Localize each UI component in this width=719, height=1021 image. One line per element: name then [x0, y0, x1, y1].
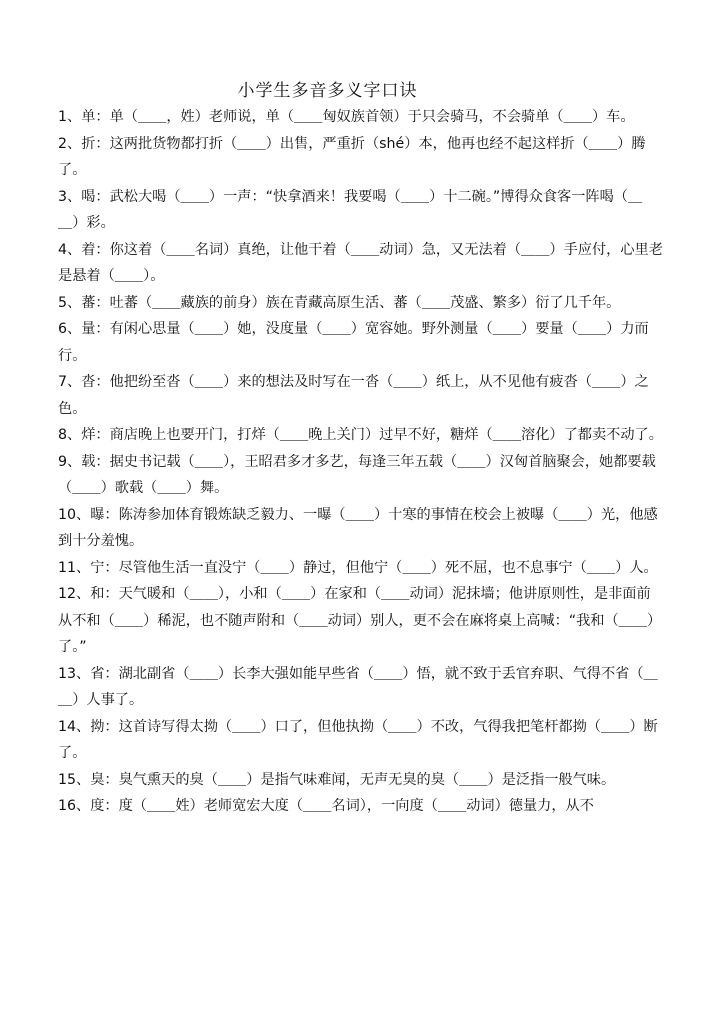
document-body	[58, 104, 663, 820]
item-9: 9、载：据史书记载（＿＿），王昭君多才多艺，每逢三年五载（＿＿）汉匈首脑聚会，她都要载（＿＿）歌载（＿＿）舞。	[58, 453, 656, 496]
item-15: 15、臭：臭气熏天的臭（＿＿）是指气味难闻，无声无臭的臭（＿＿）是泛指一般气味。	[58, 771, 616, 788]
item-11: 11、宁：尽管他生活一直没宁（＿＿）静过，但他宁（＿＿）死不屈，也不息事宁（＿＿）人。	[58, 559, 658, 576]
item-14: 14、拗：这首诗写得太拗（＿＿）口了，但他执拗（＿＿）不改，气得我把笔杆都拗（＿＿）断了。	[58, 718, 658, 761]
item-6: 6、量：有闲心思量（＿＿）她，没度量（＿＿）宽容她。野外测量（＿＿）要量（＿＿）力而行。	[58, 321, 649, 364]
item-5: 5、蕃：吐蕃（＿＿藏族的前身）族在青藏高原生活、蕃（＿＿茂盛、繁多）衍了几千年。	[58, 294, 621, 311]
item-12: 12、和：天气暖和（＿＿），小和（＿＿）在家和（＿＿动词）泥抹墙；他讲原则性，是非面前从不和（＿＿）稀泥，也不随声附和（＿＿动词）别人，更不会在麻将桌上高喊：“我和（＿＿）了。”	[58, 586, 662, 655]
document-title-text: 小学生多音多义字口诀	[237, 81, 418, 101]
item-8: 8、烊：商店晚上也要开门，打烊（＿＿晚上关门）过早不好，糖烊（＿＿溶化）了都卖不动了。	[58, 427, 663, 443]
item-7: 7、沓：他把纷至沓（＿＿）来的想法及时写在一沓（＿＿）纸上，从不见他有疲沓（＿＿）之色。	[58, 374, 649, 417]
item-3: 3、喝：武松大喝（＿＿）一声：“快拿酒来！我要喝（＿＿）十二碗。”博得众食客一阵喝（＿＿）彩。	[58, 188, 643, 231]
item-1: 1、单：单（＿＿，姓）老师说，单（＿＿匈奴族首领）于只会骑马，不会骑单（＿＿）车。	[58, 109, 635, 125]
document-title	[0, 76, 719, 101]
item-4: 4、着：你这着（＿＿名词）真绝，让他干着（＿＿动词）急，又无法着（＿＿）手应付，心里老是悬着（＿＿）。	[58, 241, 663, 284]
item-10: 10、曝：陈涛参加体育锻炼缺乏毅力、一曝（＿＿）十寒的事情在校会上被曝（＿＿）光，他感到十分羞愧。	[58, 506, 658, 549]
item-2: 2、折：这两批货物都打折（＿＿）出售，严重折（shé）本，他再也经不起这样折（＿＿）腾了。	[58, 135, 646, 178]
item-13: 13、省：湖北副省（＿＿）长李大强如能早些省（＿＿）悟，就不致于丢官弃职、气得不省（＿＿）人事了。	[58, 665, 658, 708]
item-16: 16、度：度（＿＿姓）老师宽宏大度（＿＿名词），一向度（＿＿动词）德量力，从不	[58, 798, 594, 814]
